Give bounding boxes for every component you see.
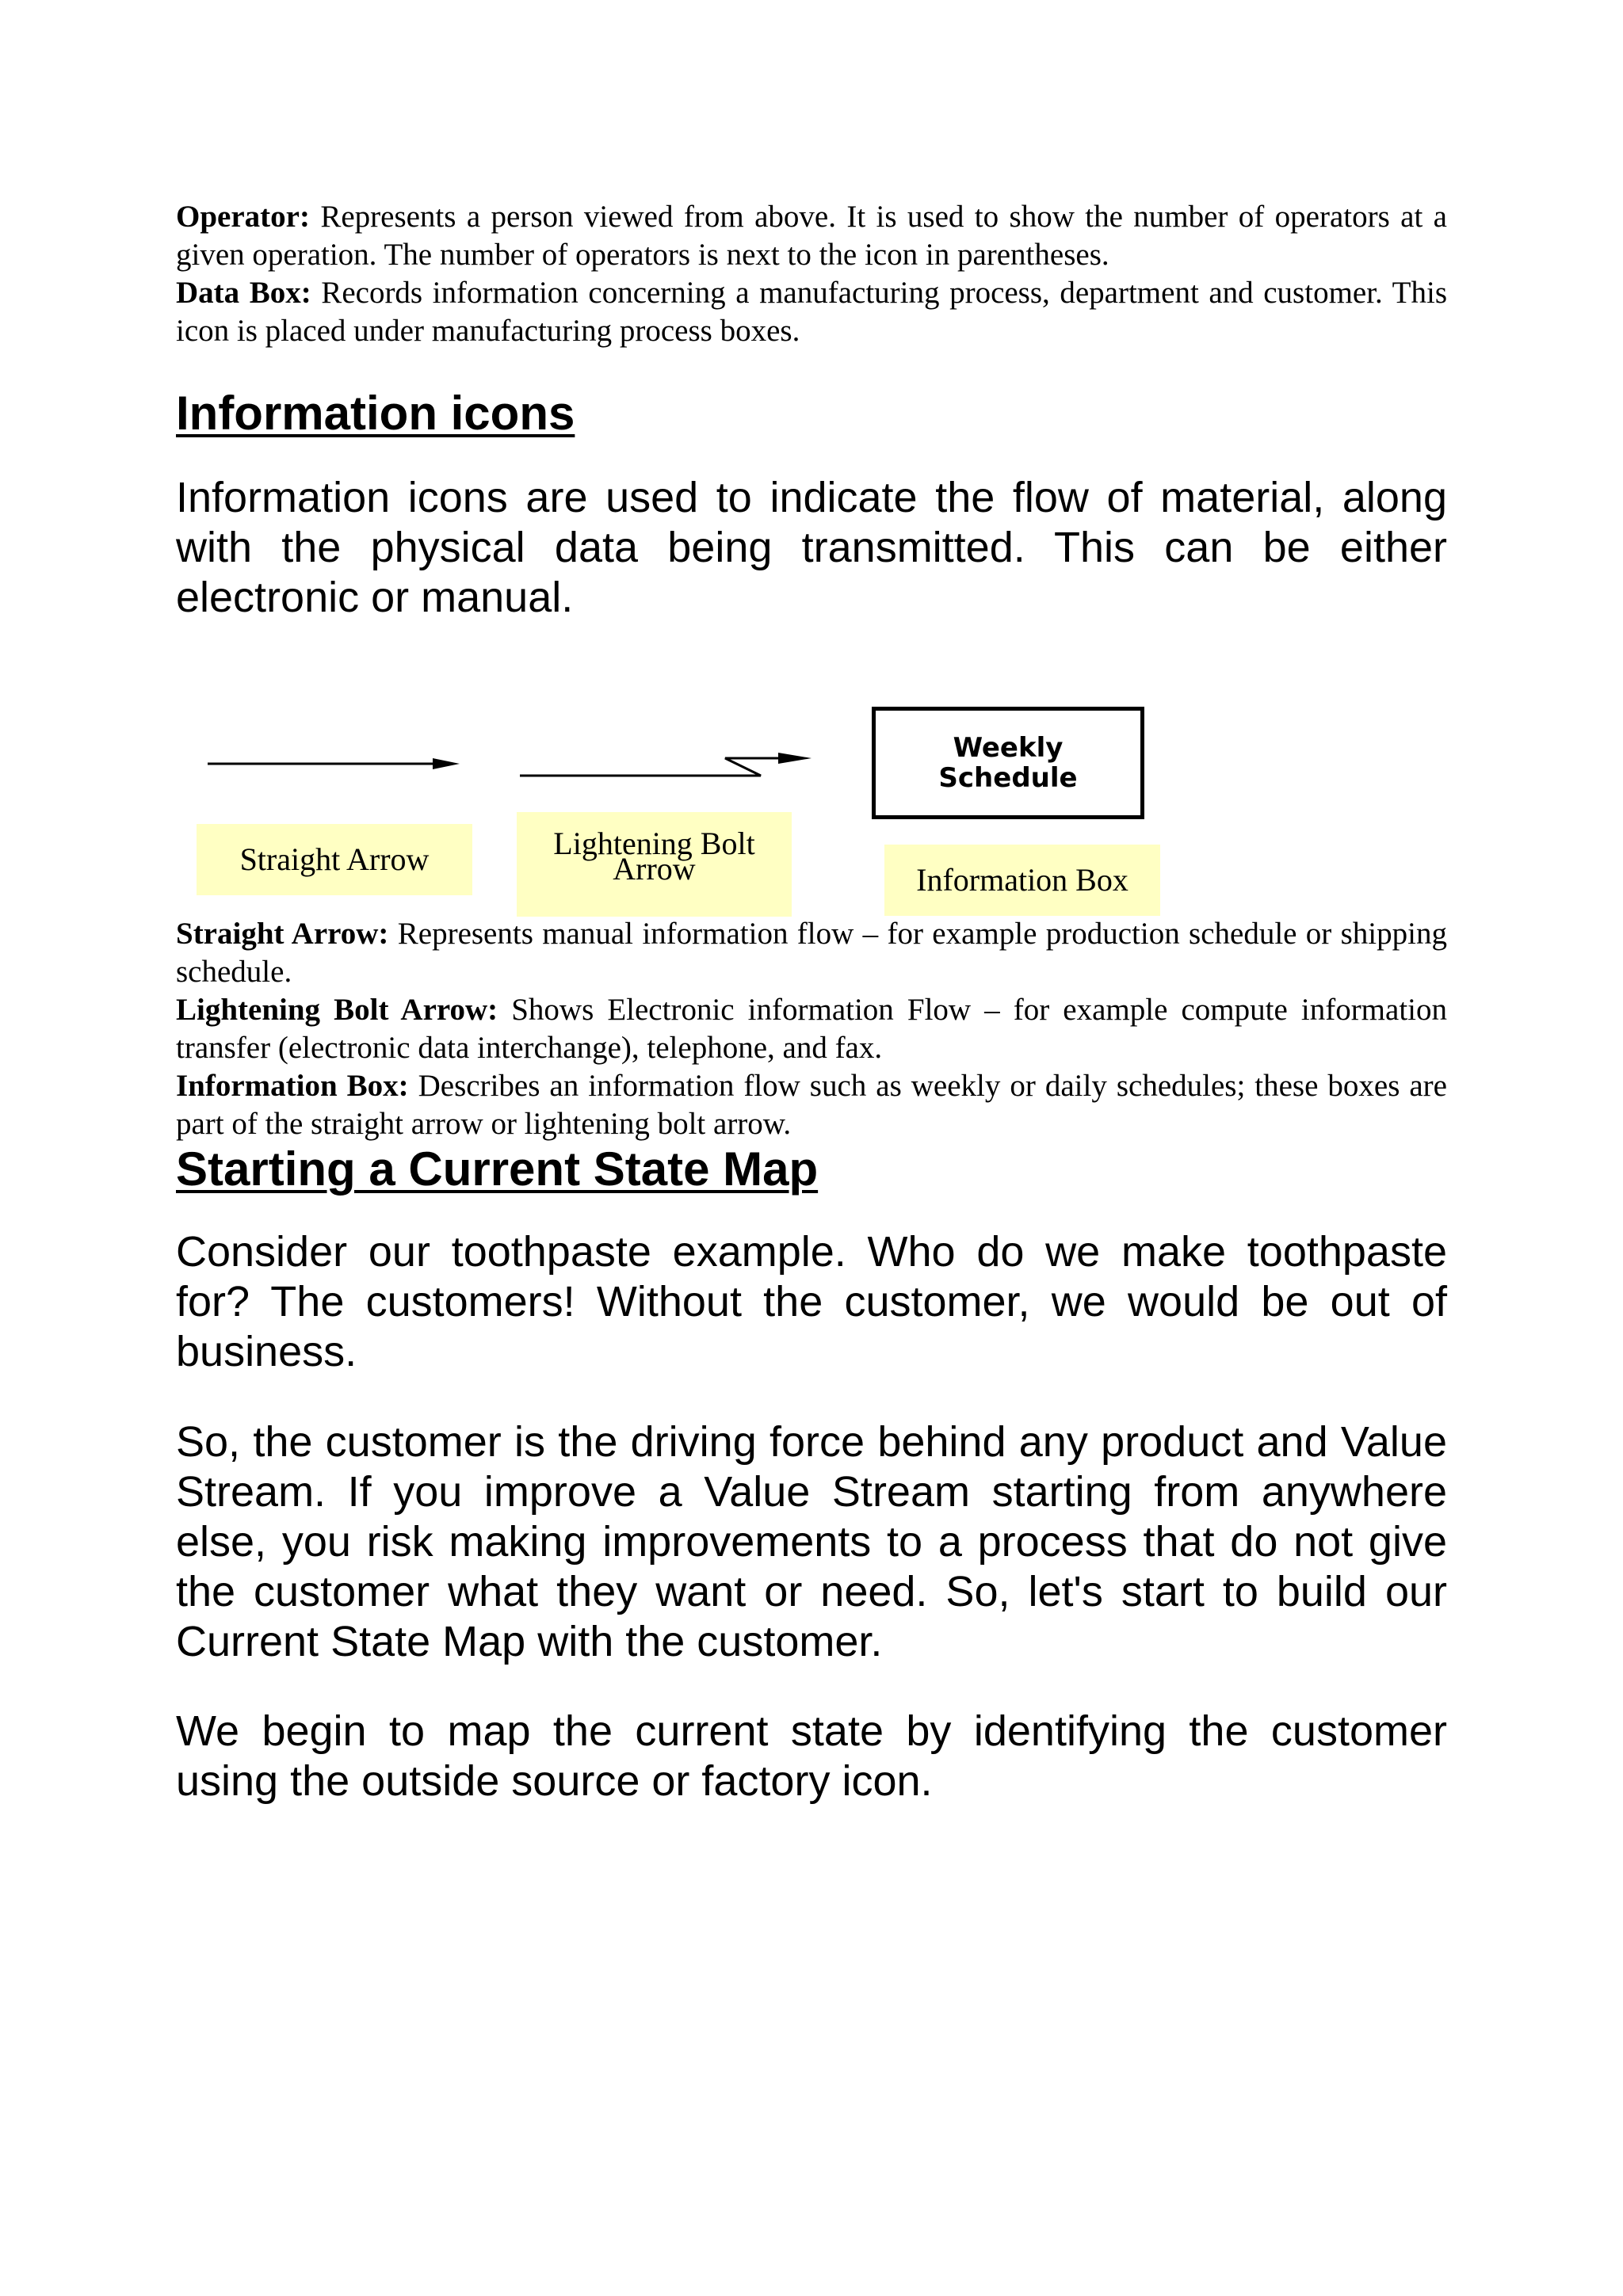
information-icons-intro: Information icons are used to indicate the flow of material, along with the physical data being transmitted. This can be either electronic or manual. <box>176 474 1447 621</box>
definition-straight-arrow <box>176 915 1447 991</box>
definition-lightening-bolt-arrow <box>176 991 1447 1067</box>
straight-arrow-icon <box>208 758 460 769</box>
definition-term: Operator: <box>176 200 310 234</box>
information-box-icon <box>872 707 1144 819</box>
current-state-heading: Starting a Current State Map <box>176 1142 819 1196</box>
icons-figure <box>0 697 1623 935</box>
definition-term: Lightening Bolt Arrow: <box>176 993 498 1027</box>
lightening-bolt-label <box>517 812 792 917</box>
definition-term: Data Box: <box>176 276 311 310</box>
current-state-paragraph-1: Consider our toothpaste example. Who do we make toothpaste for? The customers! Without the customer, we would be out of business. <box>176 1228 1447 1375</box>
info-box-line2: Schedule <box>938 762 1078 794</box>
information-icons-heading: Information icons <box>176 387 575 440</box>
definition-text: Records information concerning a manufacturing process, department and customer. This icon is placed under manufacturing process boxes. <box>176 276 1448 348</box>
definition-text: Represents a person viewed from above. It is used to show the number of operators at a given operation. The number of operators is next to the icon in parentheses. <box>176 200 1447 272</box>
definition-term: Information Box: <box>176 1069 409 1103</box>
definition-information-box <box>176 1067 1447 1143</box>
definition-text: Represents manual information flow – for example production schedule or shipping schedule. <box>176 917 1447 989</box>
definition-operator <box>176 198 1447 274</box>
current-state-paragraph-2: So, the customer is the driving force behind any product and Value Stream. If you improve a Value Stream starting from anywhere else, you risk making improvements to a process that do not give the customer what they want or need. So, let's start to build our Current State Map with the customer. <box>176 1418 1447 1665</box>
icon-definitions <box>176 915 1447 1143</box>
lightening-bolt-arrow-icon <box>520 753 812 776</box>
straight-arrow-label <box>197 824 472 895</box>
straight-arrow-label-text: Straight Arrow <box>239 841 430 877</box>
current-state-paragraph-3: We begin to map the current state by identifying the customer using the outside source or factory icon. <box>176 1707 1447 1805</box>
definition-term: Straight Arrow: <box>176 917 389 951</box>
lightening-bolt-label-line2: Arrow <box>613 851 696 887</box>
info-box-line1: Weekly <box>953 732 1064 764</box>
definition-text: Shows Electronic information Flow – for example compute information transfer (electronic data interchange), telephone, and fax. <box>176 993 1447 1065</box>
definition-data-box <box>176 274 1447 350</box>
definition-text: Describes an information flow such as weekly or daily schedules; these boxes are part of the straight arrow or lightening bolt arrow. <box>176 1069 1447 1141</box>
lightening-bolt-label-line1: Lightening Bolt <box>553 826 755 861</box>
information-box-label <box>884 845 1160 916</box>
top-definitions <box>176 198 1447 350</box>
information-box-label-text: Information Box <box>916 862 1128 898</box>
